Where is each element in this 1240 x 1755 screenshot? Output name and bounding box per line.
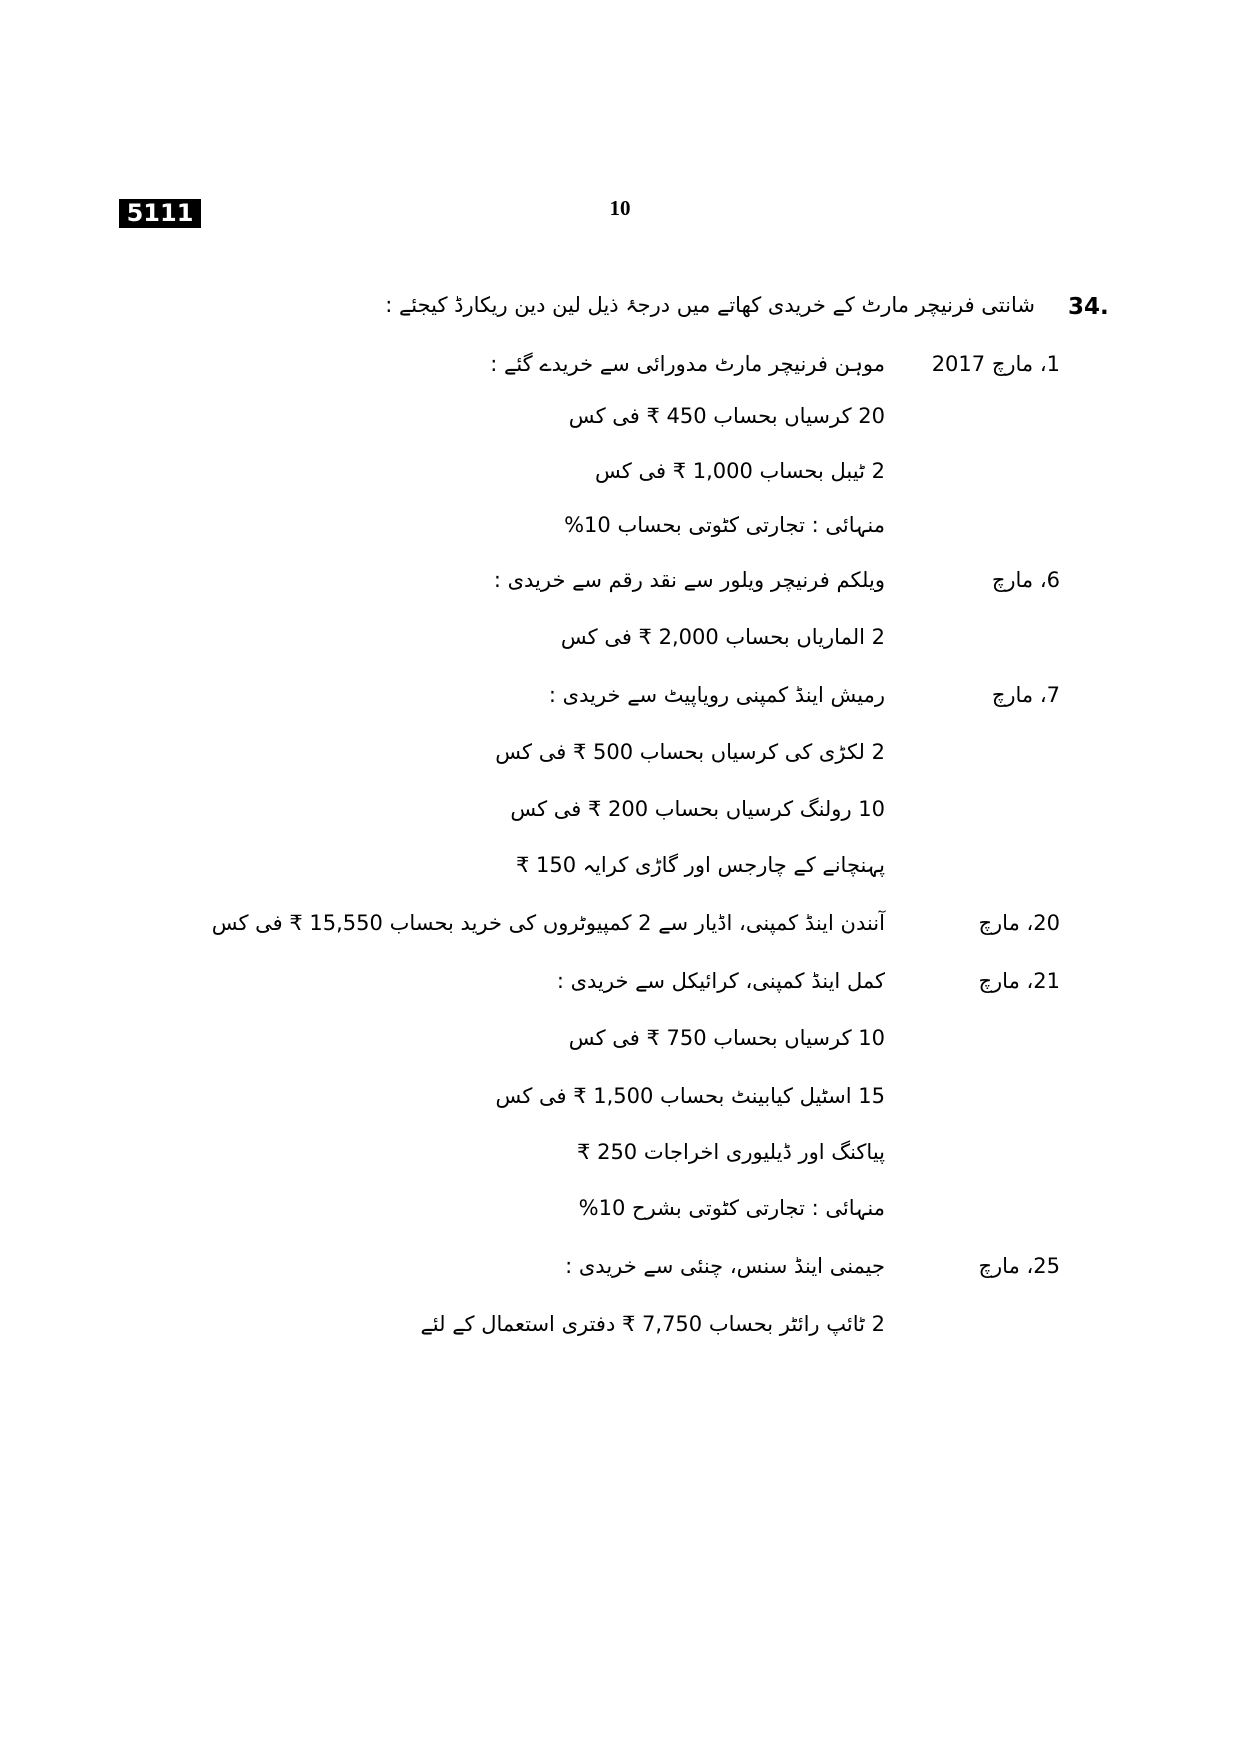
row-date: 7، مارچ: [991, 683, 1060, 707]
row-text: 10 رولنگ کرسیاں بحساب 200 ₹ فی کس: [510, 797, 885, 821]
row-text: موہن فرنیچر مارٹ مدورائی سے خریدے گئے :: [490, 352, 885, 376]
row-text: پہنچانے کے چارجس اور گاڑی کرایہ 150 ₹: [515, 853, 885, 877]
paper-code-badge: 5111: [119, 199, 201, 228]
row-text: 2 ٹیبل بحساب 1,000 ₹ فی کس: [595, 459, 885, 483]
row-text: 2 لکڑی کی کرسیاں بحساب 500 ₹ فی کس: [495, 740, 885, 764]
row-date: 6، مارچ: [991, 568, 1060, 592]
row-text: 15 اسٹیل کیابینٹ بحساب 1,500 ₹ فی کس: [495, 1084, 885, 1108]
row-text: آنندن اینڈ کمپنی، اڈیار سے 2 کمپیوٹروں کی خرید بحساب 15,550 ₹ فی کس: [211, 911, 885, 935]
row-date: 21، مارچ: [978, 969, 1060, 993]
row-text: منہائی : تجارتی کٹوتی بحساب 10%: [564, 513, 885, 537]
row-text: جیمنی اینڈ سنس، چنئی سے خریدی :: [565, 1254, 885, 1278]
row-text: 2 الماریاں بحساب 2,000 ₹ فی کس: [560, 625, 885, 649]
row-text: رمیش اینڈ کمپنی رویاپیٹ سے خریدی :: [548, 683, 885, 707]
row-text: ویلکم فرنیچر ویلور سے نقد رقم سے خریدی :: [493, 568, 885, 592]
row-text: 2 ٹائپ رائٹر بحساب 7,750 ₹ دفتری استعمال کے لئے: [420, 1312, 885, 1336]
row-text: منہائی : تجارتی کٹوتی بشرح 10%: [578, 1196, 885, 1220]
row-date: 25، مارچ: [978, 1254, 1060, 1278]
row-text: پیاکنگ اور ڈیلیوری اخراجات 250 ₹: [577, 1140, 885, 1164]
page-number: 10: [609, 196, 631, 220]
question-title: شانتی فرنیچر مارٹ کے خریدی کھاتے میں درجۂ ذیل لین دین ریکارڈ کیجئے :: [385, 293, 1035, 317]
row-text: 20 کرسیاں بحساب 450 ₹ فی کس: [568, 404, 885, 428]
row-text: کمل اینڈ کمپنی، کرائیکل سے خریدی :: [556, 969, 885, 993]
question-number: 34.: [1068, 294, 1109, 320]
row-date: 20، مارچ: [978, 911, 1060, 935]
row-date: 1، مارچ 2017: [931, 352, 1060, 376]
row-text: 10 کرسیاں بحساب 750 ₹ فی کس: [568, 1026, 885, 1050]
